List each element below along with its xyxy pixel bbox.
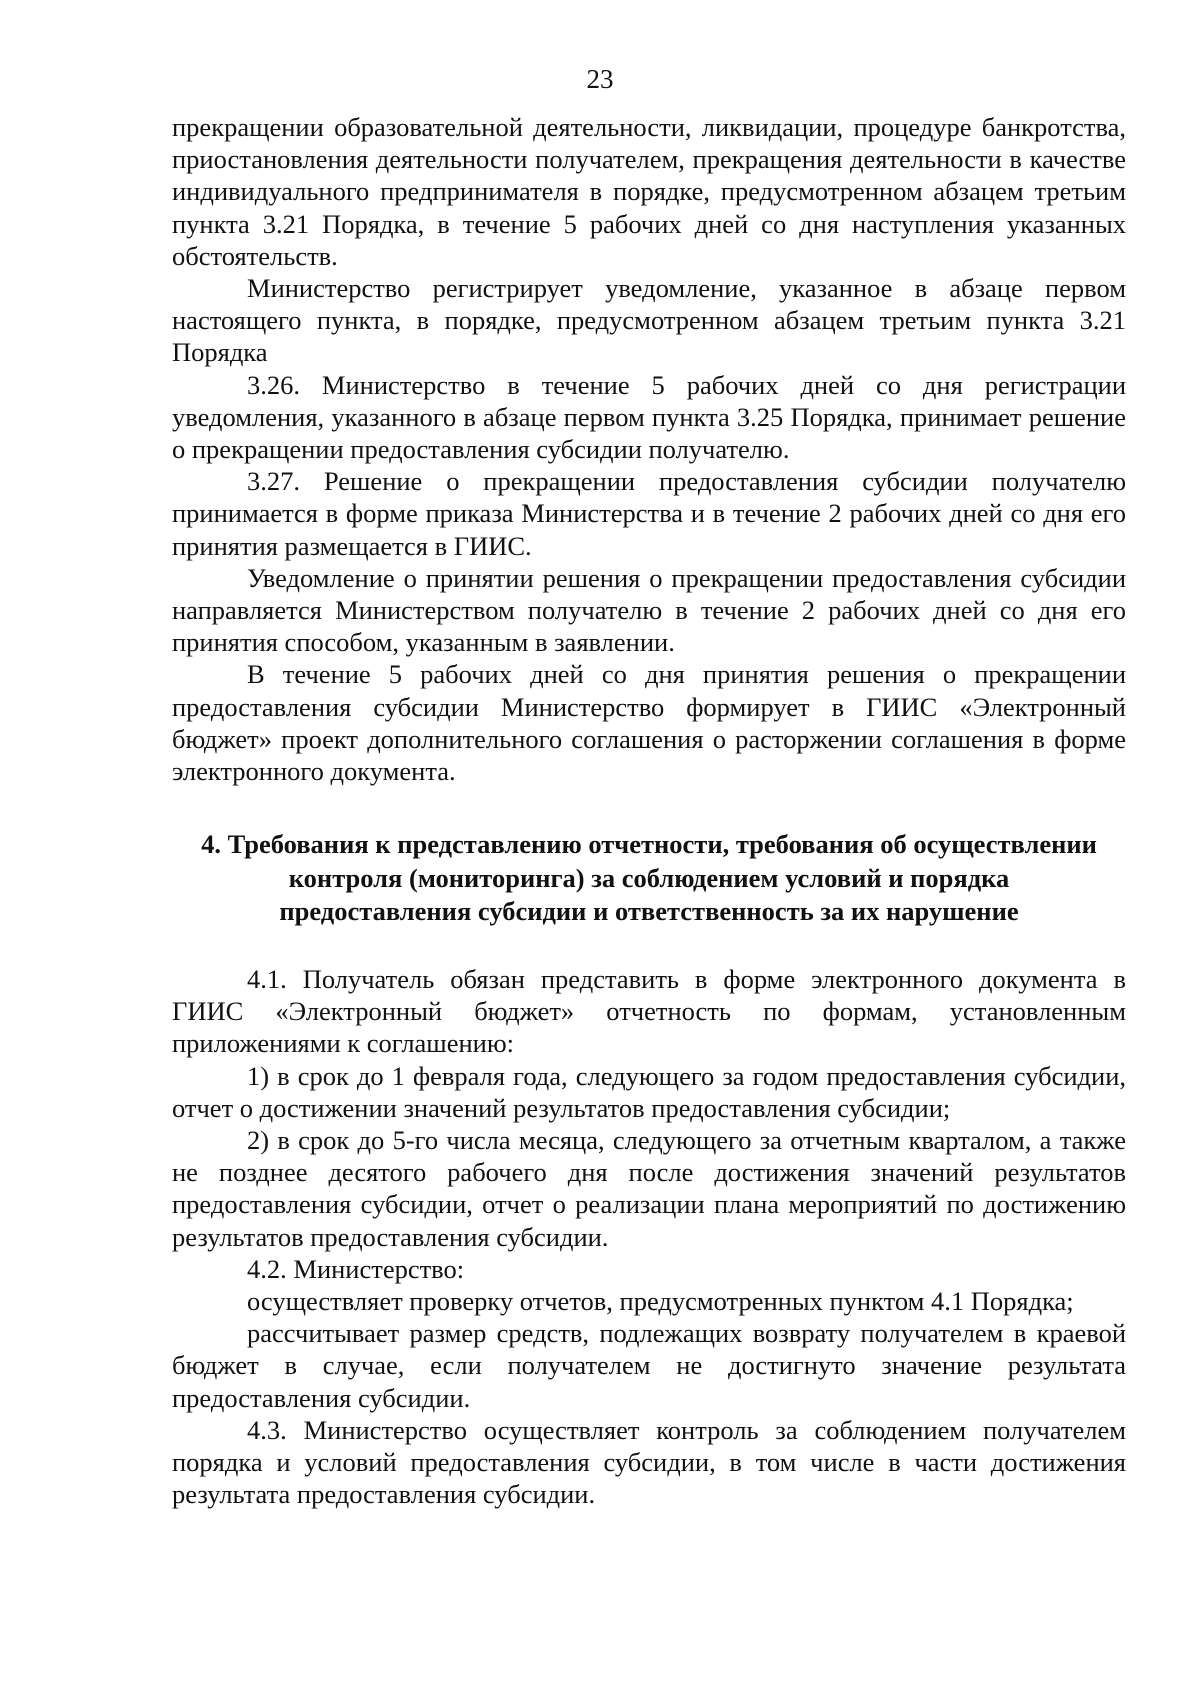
paragraph-4-2-check-reports: осуществляет проверку отчетов, предусмотренных пунктом 4.1 Порядка; — [247, 1286, 1074, 1317]
section-4-heading-line-1: 4. Требования к представлению отчетности, требования об осуществлении — [201, 829, 1097, 859]
paragraph-decision-notice: Уведомление о принятии решения о прекращении предоставления субсидии направляется Министерством получателю в течение 2 рабочих дней со дня его принятия способом, указанным в заявлении. — [172, 562, 1126, 658]
section-4-heading-line-2: контроля (мониторинга) за соблюдением условий и порядка — [288, 862, 1010, 893]
body-text-block-1 — [172, 111, 1126, 787]
paragraph-4-3: 4.3. Министерство осуществляет контроль за соблюдением получателем порядка и условий предоставления субсидии, в том числе в части достижения результата предоставления субсидии. — [172, 1414, 1126, 1510]
paragraph-4-1-item-1: 1) в срок до 1 февраля года, следующего за годом предоставления субсидии, отчет о достижении значений результатов предоставления субсидии; — [172, 1060, 1126, 1123]
paragraph-4-2-calculate-refund: рассчитывает размер средств, подлежащих возврату получателем в краевой бюджет в случае, если получателем не достигнуто значение результата предоставления субсидии. — [172, 1318, 1126, 1413]
paragraph-4-1: 4.1. Получатель обязан представить в форме электронного документа в ГИИС «Электронный бюджет» отчетность по формам, установленным приложениями к соглашению: — [172, 964, 1126, 1059]
paragraph-continuation: прекращении образовательной деятельности, ликвидации, процедуре банкротства, приостановления деятельности получателем, прекращения деятельности в качестве индивидуального предпринимателя в порядке, предусмотренном абзацем третьим пункта 3.21 Порядка, в течение 5 рабочих дней со дня наступления указанных обстоятельств. — [172, 112, 1126, 271]
section-4-heading-line-3: предоставления субсидии и ответственность за их нарушение — [279, 896, 1019, 926]
page-number: 23 — [586, 64, 614, 94]
paragraph-termination-agreement: В течение 5 рабочих дней со дня принятия решения о прекращении предоставления субсидии Министерство формирует в ГИИС «Электронный бюджет» проект дополнительного соглашения о расторжении соглашения в форме электронного документа. — [172, 659, 1126, 787]
paragraph-4-1-item-2: 2) в срок до 5-го числа месяца, следующего за отчетным кварталом, а также не позднее десятого рабочего дня после достижения значений результатов предоставления субсидии, отчет о реализации плана мероприятий по достижению результатов предоставления субсидии. — [172, 1125, 1126, 1252]
body-text-block-2 — [172, 963, 1126, 1510]
paragraph-3-27: 3.27. Решение о прекращении предоставления субсидии получателю принимается в форме приказа Министерства и в течение 2 рабочих дней со дня его принятия размещается в ГИИС. — [172, 466, 1126, 561]
paragraph-3-26: 3.26. Министерство в течение 5 рабочих дней со дня регистрации уведомления, указанного в абзаце первом пункта 3.25 Порядка, принимает решение о прекращении предоставления субсидии получателю. — [172, 369, 1126, 465]
paragraph-4-2: 4.2. Министерство: — [247, 1253, 465, 1284]
section-4-heading — [172, 828, 1126, 929]
paragraph-notice-registration: Министерство регистрирует уведомление, указанное в абзаце первом настоящего пункта, в порядке, предусмотренном абзацем третьим пункта 3.21 Порядка — [172, 273, 1126, 368]
